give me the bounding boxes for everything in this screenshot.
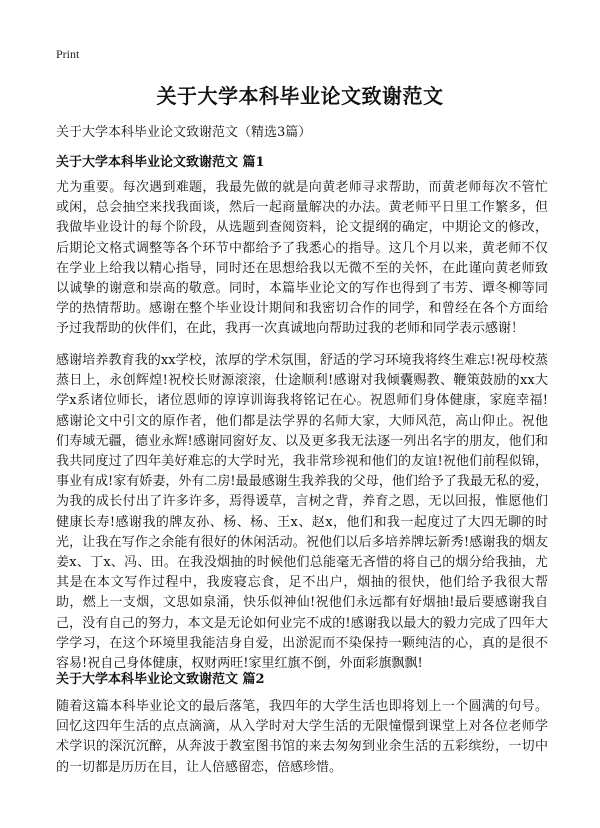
document-subtitle: 关于大学本科毕业论文致谢范文（精选3篇） xyxy=(56,125,312,140)
section-1-paragraph-1: 尤为重要。每次遇到难题，我最先做的就是向黄老师寻求帮助，而黄老师每次不管忙或闲，总会抽空来找我面谈，然后一起商量解决的办法。黄老师平日里工作繁多，但我做毕业设计的每个阶段，从选题到查阅资料，论文提纲的确定，中期论文的修改，后期论文格式调整等各个环节中都给予了我悉心的指导。这几个月以来，黄老师不仅在学业上给我以精心指导，同时还在思想给我以无微不至的关怀，在此谨向黄老师致以诚挚的谢意和崇高的敬意。同时，本篇毕业论文的写作也得到了韦芳、谭冬柳等同学的热情帮助。感谢在整个毕业设计期间和我密切合作的同学，和曾经在各个方面给予过我帮助的伙伴们，在此，我再一次真诚地向帮助过我的老师和同学表示感谢！ xyxy=(56,180,548,337)
section-heading-2: 关于大学本科毕业论文致谢范文 篇2 xyxy=(56,672,265,687)
document-title: 关于大学本科毕业论文致谢范文 xyxy=(156,84,444,108)
section-2-paragraph-1: 随着这篇本科毕业论文的最后落笔，我四年的大学生活也即将划上一个圆满的句号。回忆这四年生活的点点滴滴，从入学时对大学生活的无限憧憬到课堂上对各位老师学术学识的深沉沉醉，从奔波于教室图书馆的来去匆匆到业余生活的五彩缤纷，一切中的一切都是历历在目，让人倍感留恋，倍感珍惜。 xyxy=(56,699,548,775)
section-1-paragraph-2: 感谢培养教育我的xx学校，浓厚的学术氛围，舒适的学习环境我将终生难忘!祝母校蒸蒸日上，永创辉煌!祝校长财源滚滚，仕途顺利!感谢对我倾囊赐教、鞭策鼓励的xx大学x系诸位师长，诸位恩师的谆谆训诲我将铭记在心。祝恩师们身体健康，家庭幸福!感谢论文中引文的原作者，他们都是法学界的名师大家，大师风范，高山仰止。祝他们寿域无疆，德业永辉!感谢同窗好友、以及更多我无法逐一列出名字的朋友，他们和我共同度过了四年美好难忘的大学时光，我非常珍视和他们的友谊!祝他们前程似锦，事业有成!家有娇妻，外有二房!最最感谢生我养我的父母，他们给予了我最无私的爱，为我的成长付出了许多许多，焉得谖草，言树之背，养育之恩，无以回报，惟愿他们健康长寿!感谢我的牌友孙、杨、杨、王x、赵x，他们和我一起度过了大四无聊的时光，让我在写作之余能有很好的休闲活动。祝他们以后多培养牌坛新秀!感谢我的烟友姜x、丁x、冯、田。在我没烟抽的时候他们总能毫无吝惜的将自己的烟分给我抽，尤其是在本文写作过程中，我废寝忘食，足不出户，烟抽的很快，他们给予我很大帮助，燃上一支烟，文思如泉涌，快乐似神仙!祝他们永远都有好烟抽!最后要感谢我自己，没有自己的努力，本文是无论如何业完不成的!感谢我以最大的毅力完成了四年大学学习，在这个环境里我能洁身自爱，出淤泥而不染保持一颗纯洁的心，真的是很不容易!祝自己身体健康，权财两旺!家里红旗不倒，外面彩旗飘飘! xyxy=(56,353,548,672)
print-link[interactable]: Print xyxy=(56,47,80,61)
section-heading-1: 关于大学本科毕业论文致谢范文 篇1 xyxy=(56,155,265,170)
